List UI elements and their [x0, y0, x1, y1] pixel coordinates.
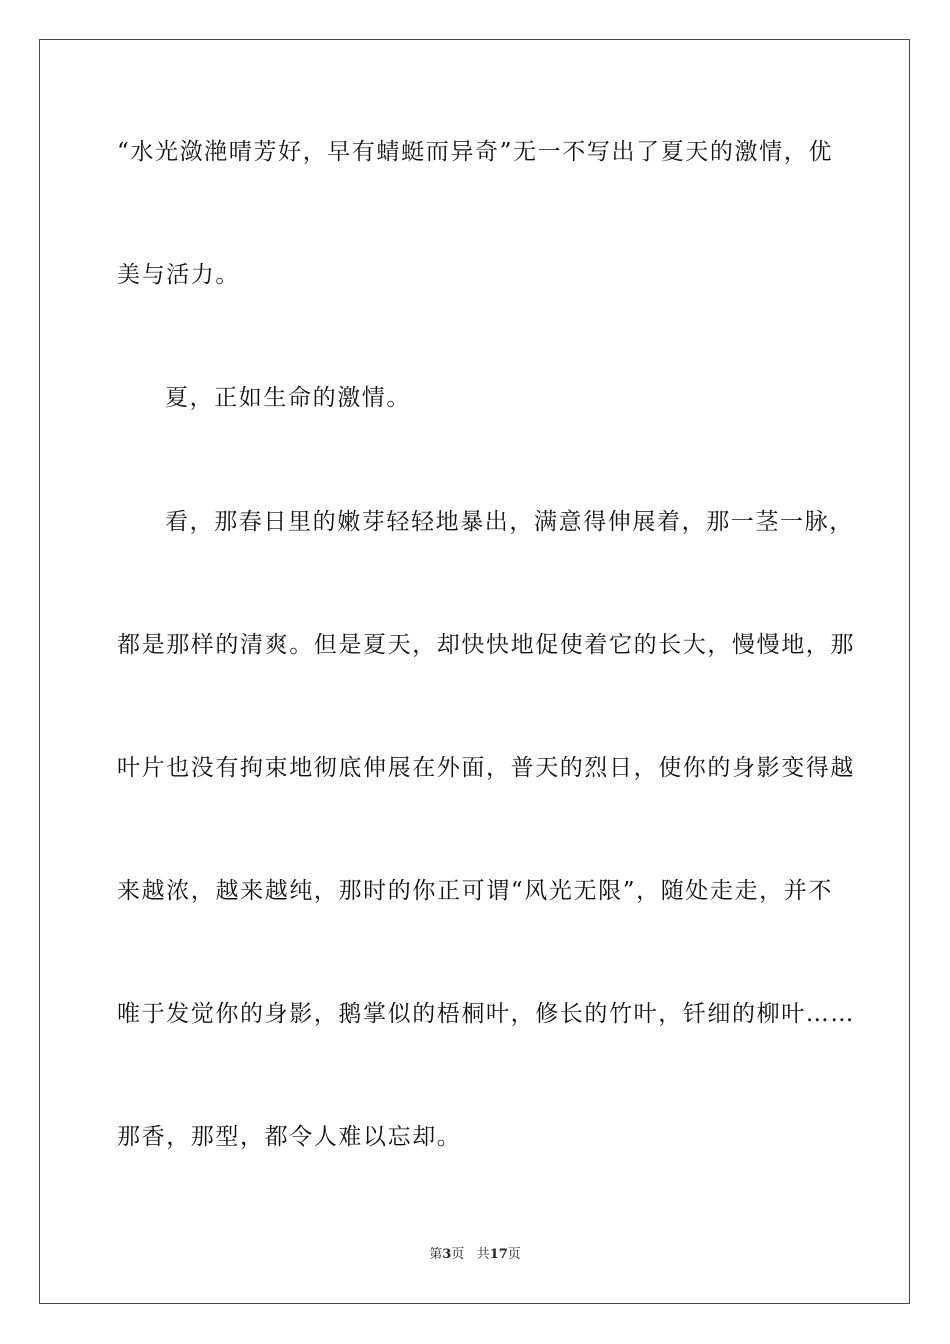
- footer-page-suffix: 页: [451, 1247, 465, 1262]
- footer-current-page: 3: [442, 1247, 452, 1262]
- footer-prefix: 第: [429, 1247, 443, 1262]
- text-line-4: 看，那春日里的嫩芽轻轻地暴出，满意得伸展着，那一茎一脉，: [165, 509, 854, 535]
- text-line-3: 夏，正如生命的激情。: [165, 385, 411, 411]
- text-line-7: 来越浓，越来越纯，那时的你正可谓“风光无限”，随处走走，并不: [117, 878, 833, 904]
- page-frame: [39, 39, 910, 1304]
- text-line-5: 都是那样的清爽。但是夏天，却快快地促使着它的长大，慢慢地，那: [117, 632, 855, 658]
- text-line-8: 唯于发觉你的身影，鹅掌似的梧桐叶，修长的竹叶，钎细的柳叶……: [117, 1001, 855, 1027]
- text-line-6: 叶片也没有拘束地彻底伸展在外面，普天的烈日，使你的身影变得越: [117, 755, 855, 781]
- text-line-9: 那香，那型，都令人难以忘却。: [117, 1124, 462, 1150]
- text-line-2: 美与活力。: [117, 262, 240, 288]
- footer-total-pages: 17: [489, 1247, 508, 1262]
- footer-total-prefix: 共: [476, 1247, 490, 1262]
- text-line-1: “水光潋滟晴芳好，早有蜻蜓而异奇”无一不写出了夏天的激情，优: [117, 139, 833, 165]
- footer-total-suffix: 页: [507, 1247, 521, 1262]
- page-footer: [0, 1246, 950, 1264]
